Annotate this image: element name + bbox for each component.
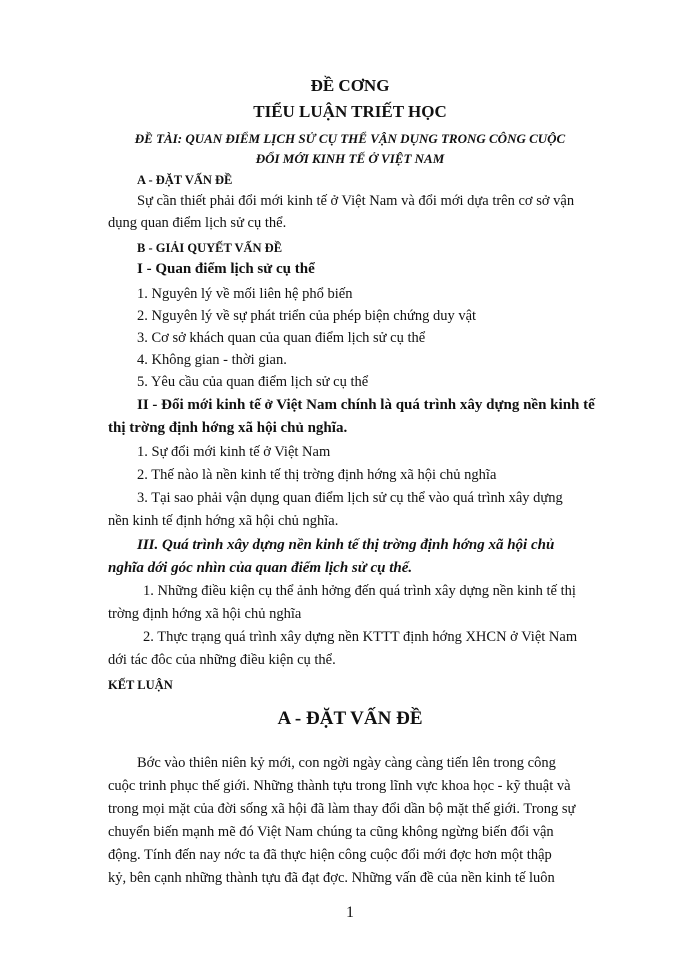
paragraph-line: cuộc trinh phục thế giới. Những thành tựu trong lĩnh vực khoa học - kỹ thuật và [108, 778, 571, 794]
part-1-item: 3. Cơ sở khách quan của quan điểm lịch sử cụ thể [137, 330, 426, 346]
outline-section-a: A - ĐẶT VẤN ĐỀ [137, 173, 233, 187]
part-2-item: 3. Tại sao phải vận dụng quan điểm lịch sử cụ thể vào quá trình xây dựng [137, 490, 563, 506]
part-2-title-line-2: thị trờng định hớng xã hội chủ nghĩa. [108, 420, 348, 436]
part-3-item: 1. Những điều kiện cụ thể ảnh hởng đến quá trình xây dựng nền kinh tế thị [143, 583, 576, 599]
part-3-title-line-2: nghĩa dới góc nhìn của quan điểm lịch sử cụ thể. [108, 560, 413, 576]
part-2-title-line-1: II - Đổi mới kinh tế ở Việt Nam chính là quá trình xây dựng nền kinh tế [137, 397, 595, 413]
part-2-item: 2. Thế nào là nền kinh tế thị trờng định hớng xã hội chủ nghĩa [137, 467, 497, 483]
part-2-item: nền kinh tế định hớng xã hội chủ nghĩa. [108, 513, 339, 529]
part-1-item: 5. Yêu cầu của quan điểm lịch sử cụ thể [137, 374, 369, 390]
part-1-title: I - Quan điểm lịch sử cụ thể [137, 261, 315, 277]
part-1-item: 2. Nguyên lý về sự phát triển của phép biện chứng duy vật [137, 308, 477, 324]
topic-line-1: ĐỀ TÀI: QUAN ĐIỂM LỊCH SỬ CỤ THỂ VẬN DỤNG TRONG CÔNG CUỘC [134, 131, 566, 146]
paragraph-line: Bớc vào thiên niên kỷ mới, con ngời ngày càng càng tiến lên trong công [137, 755, 556, 771]
part-2-item: 1. Sự đổi mới kinh tế ở Việt Nam [137, 444, 331, 460]
part-1-item: 4. Không gian - thời gian. [137, 352, 287, 368]
outline-section-b: B - GIẢI QUYẾT VẤN ĐỀ [137, 241, 283, 255]
part-3-item: trờng định hớng xã hội chủ nghĩa [108, 606, 302, 622]
part-3-item: dới tác đôc của những điều kiện cụ thể. [108, 652, 336, 668]
outline-conclusion: KẾT LUẬN [108, 678, 173, 692]
part-3-title-line-1: III. Quá trình xây dựng nền kinh tế thị trờng định hớng xã hội chủ [137, 537, 555, 553]
paragraph-line: kỷ, bên cạnh những thành tựu đã đạt đợc. Những vấn đề của nền kinh tế luôn [108, 870, 555, 886]
paragraph-line: chuyển biến mạnh mẽ đó Việt Nam chúng ta cũng không ngừng biến đổi vận [108, 824, 554, 840]
paragraph-line: động. Tính đến nay nớc ta đã thực hiện công cuộc đổi mới đợc hơn một thập [108, 847, 552, 863]
outline-a-text-line-1: Sự cần thiết phải đổi mới kinh tế ở Việt Nam và đổi mới dựa trên cơ sở vận [137, 193, 575, 209]
part-1-item: 1. Nguyên lý về mối liên hệ phổ biến [137, 286, 353, 302]
topic-line-2: ĐỔI MỚI KINH TẾ Ở VIỆT NAM [255, 151, 445, 166]
paragraph-line: trong mọi mặt của đời sống xã hội đã làm thay đổi dần bộ mặt thế giới. Trong sự [108, 801, 576, 817]
outline-a-text-line-2: dụng quan điểm lịch sử cụ thể. [108, 215, 287, 231]
page-number: 1 [346, 904, 354, 921]
part-3-item: 2. Thực trạng quá trình xây dựng nền KTTT định hớng XHCN ở Việt Nam [143, 629, 578, 645]
document-subtitle: TIỂU LUẬN TRIẾT HỌC [253, 102, 447, 121]
section-title: A - ĐẶT VẤN ĐỀ [277, 708, 423, 729]
document-title: ĐỀ CƠNG [310, 76, 390, 95]
